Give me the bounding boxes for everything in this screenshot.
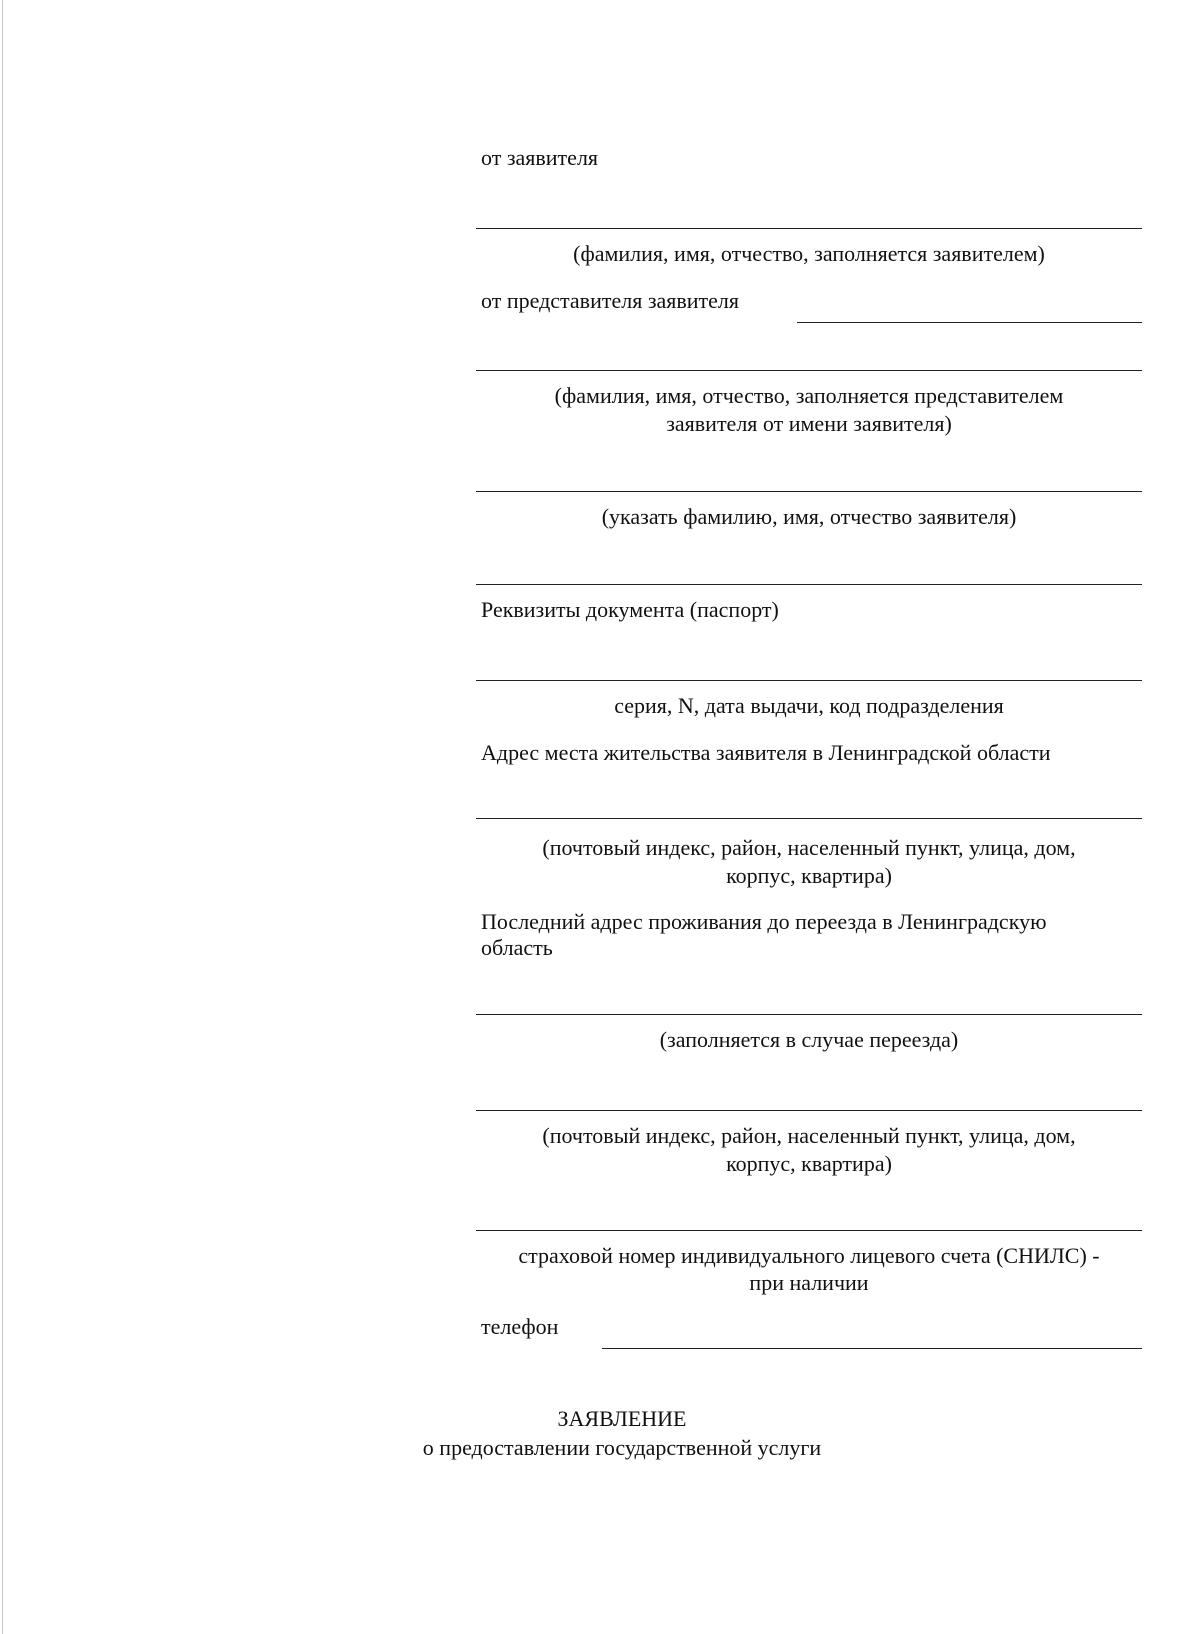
hint-representative-name-line2: заявителя от имени заявителя)	[666, 411, 952, 436]
representative-field-inline[interactable]	[797, 322, 1142, 323]
statement-subtitle: о предоставлении государственной услуги	[422, 1435, 822, 1460]
snils-field[interactable]	[476, 1230, 1142, 1231]
hint-representative-name-line1: (фамилия, имя, отчество, заполняется представителем	[554, 383, 1064, 408]
statement-title: ЗАЯВЛЕНИЕ	[557, 1406, 687, 1431]
hint-address-1-line1: (почтовый индекс, район, населенный пункт, улица, дом,	[542, 835, 1076, 860]
document-field[interactable]	[476, 680, 1142, 681]
hint-specify-applicant: (указать фамилию, имя, отчество заявителя)	[601, 504, 1017, 529]
last-address-label-line2: область	[481, 935, 553, 960]
hint-address-2-line1: (почтовый индекс, район, населенный пункт, улица, дом,	[542, 1123, 1076, 1148]
applicant-name-field[interactable]	[476, 228, 1142, 229]
hint-snils-line1: страховой номер индивидуального лицевого счета (СНИЛС) -	[518, 1243, 1100, 1268]
hint-relocation: (заполняется в случае переезда)	[659, 1027, 959, 1052]
representative-name-field[interactable]	[476, 370, 1142, 371]
from-representative-label: от представителя заявителя	[481, 288, 740, 313]
from-applicant-label: от заявителя	[481, 145, 599, 170]
extra-field-line[interactable]	[476, 584, 1142, 585]
specify-applicant-field[interactable]	[476, 491, 1142, 492]
last-address-label-line1: Последний адрес проживания до переезда в Ленинградскую	[481, 909, 1047, 934]
hint-document: серия, N, дата выдачи, код подразделения	[614, 693, 1004, 718]
hint-address-1-line2: корпус, квартира)	[726, 863, 892, 888]
phone-field[interactable]	[602, 1348, 1142, 1349]
scan-edge-line	[2, 0, 3, 1634]
residence-address-field[interactable]	[476, 818, 1142, 819]
hint-address-2-line2: корпус, квартира)	[726, 1151, 892, 1176]
last-address-field[interactable]	[476, 1014, 1142, 1015]
relocation-address-field[interactable]	[476, 1110, 1142, 1111]
document-details-label: Реквизиты документа (паспорт)	[481, 597, 779, 622]
residence-address-label: Адрес места жительства заявителя в Ленинградской области	[481, 740, 1051, 765]
phone-label: телефон	[481, 1314, 559, 1339]
hint-snils-line2: при наличии	[749, 1270, 869, 1295]
hint-applicant-name: (фамилия, имя, отчество, заполняется заявителем)	[573, 241, 1045, 266]
